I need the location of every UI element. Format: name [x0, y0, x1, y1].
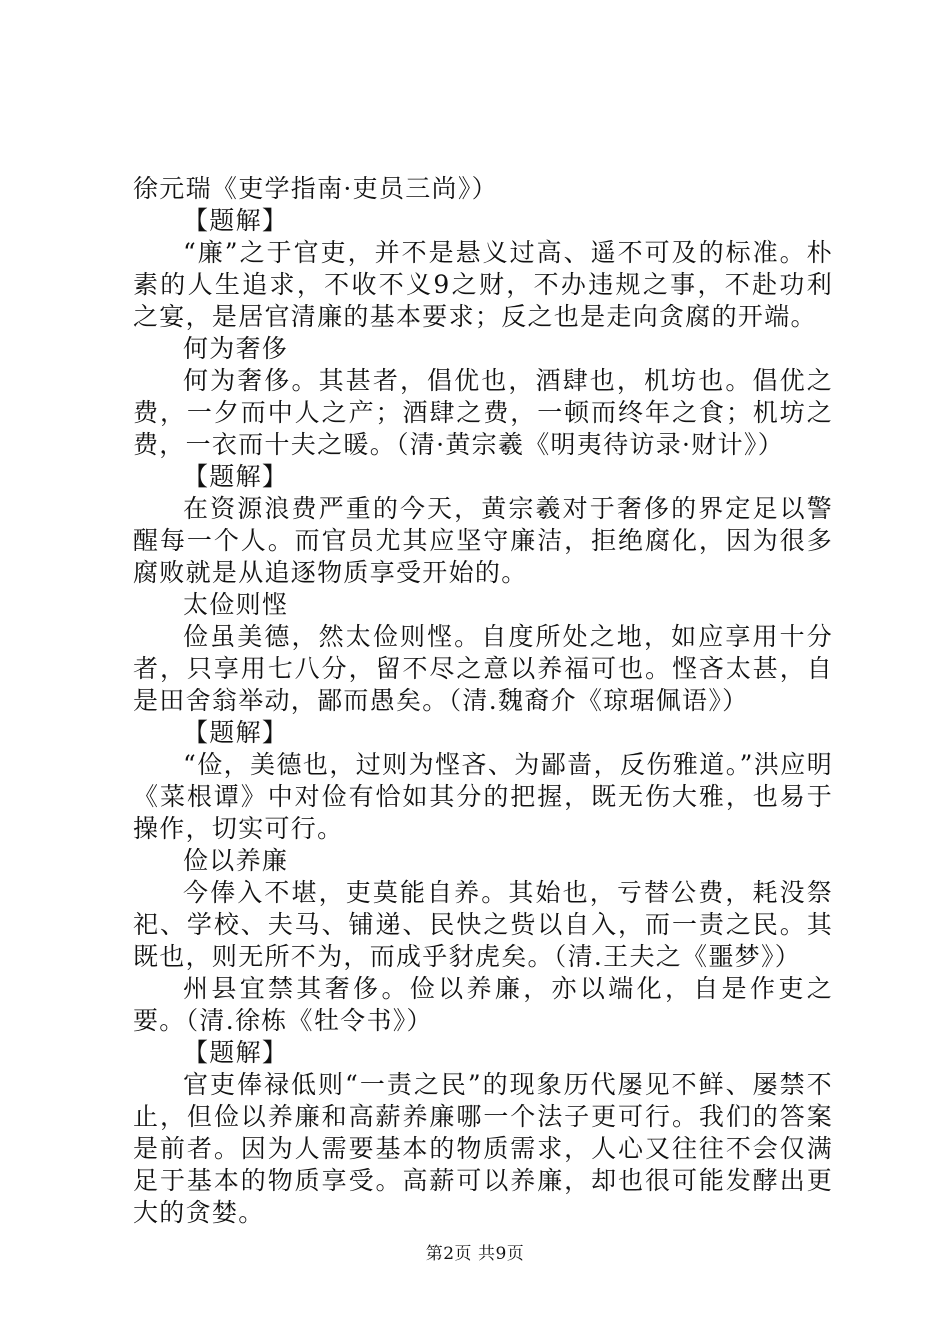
commentary-heading: 【题解】	[183, 718, 289, 747]
section-title: 俭以养廉	[183, 846, 289, 875]
commentary-paragraph: “廉”之于官吏，并不是悬义过高、遥不可及的标准。朴素的人生追求，不收不义9之财，不办违规之事，不赴功利之宴，是居官清廉的基本要求；反之也是走向贪腐的开端。	[133, 238, 833, 331]
quote-paragraph: 今俸入不堪，吏莫能自养。其始也，亏替公费，耗没祭祀、学校、夫马、铺递、民快之赀以自入，而一责之民。其既也，则无所不为，而成乎豺虎矣。（清.王夫之《噩梦》）	[133, 878, 833, 971]
quote-paragraph: 州县宜禁其奢侈。俭以养廉，亦以端化，自是作吏之要。（清.徐栋《牡令书》）	[133, 974, 833, 1035]
section-title: 太俭则悭	[183, 590, 289, 619]
source-citation: 徐元瑞《吏学指南·吏员三尚》）	[133, 174, 498, 203]
commentary-paragraph: 在资源浪费严重的今天，黄宗羲对于奢侈的界定足以警醒每一个人。而官员尤其应坚守廉洁，拒绝腐化，因为很多腐败就是从追逐物质享受开始的。	[133, 494, 833, 587]
document-body	[133, 173, 833, 1229]
page-number: 第2页 共9页	[425, 1244, 525, 1264]
commentary-heading: 【题解】	[183, 462, 289, 491]
commentary-heading: 【题解】	[183, 1038, 289, 1067]
quote-paragraph: 何为奢侈。其甚者，倡优也，酒肆也，机坊也。倡优之费，一夕而中人之产；酒肆之费，一顿而终年之食；机坊之费，一衣而十夫之暖。（清·黄宗羲《明夷待访录·财计》）	[133, 366, 833, 459]
commentary-heading: 【题解】	[183, 206, 289, 235]
quote-paragraph: 俭虽美德，然太俭则悭。自度所处之地，如应享用十分者，只享用七八分，留不尽之意以养福可也。悭吝太甚，自是田舍翁举动，鄙而愚矣。（清.魏裔介《琼琚佩语》）	[133, 622, 833, 715]
commentary-paragraph: “俭，美德也，过则为悭吝、为鄙啬，反伤雅道。”洪应明《菜根谭》中对俭有恰如其分的把握，既无伤大雅，也易于操作，切实可行。	[133, 750, 833, 843]
commentary-paragraph: 官吏俸禄低则“一责之民”的现象历代屡见不鲜、屡禁不止，但俭以养廉和高薪养廉哪一个法子更可行。我们的答案是前者。因为人需要基本的物质需求，人心又往往不会仅满足于基本的物质享受。高薪可以养廉，却也很可能发酵出更大的贪婪。	[133, 1070, 833, 1227]
page-footer	[0, 1244, 950, 1264]
section-title: 何为奢侈	[183, 334, 289, 363]
